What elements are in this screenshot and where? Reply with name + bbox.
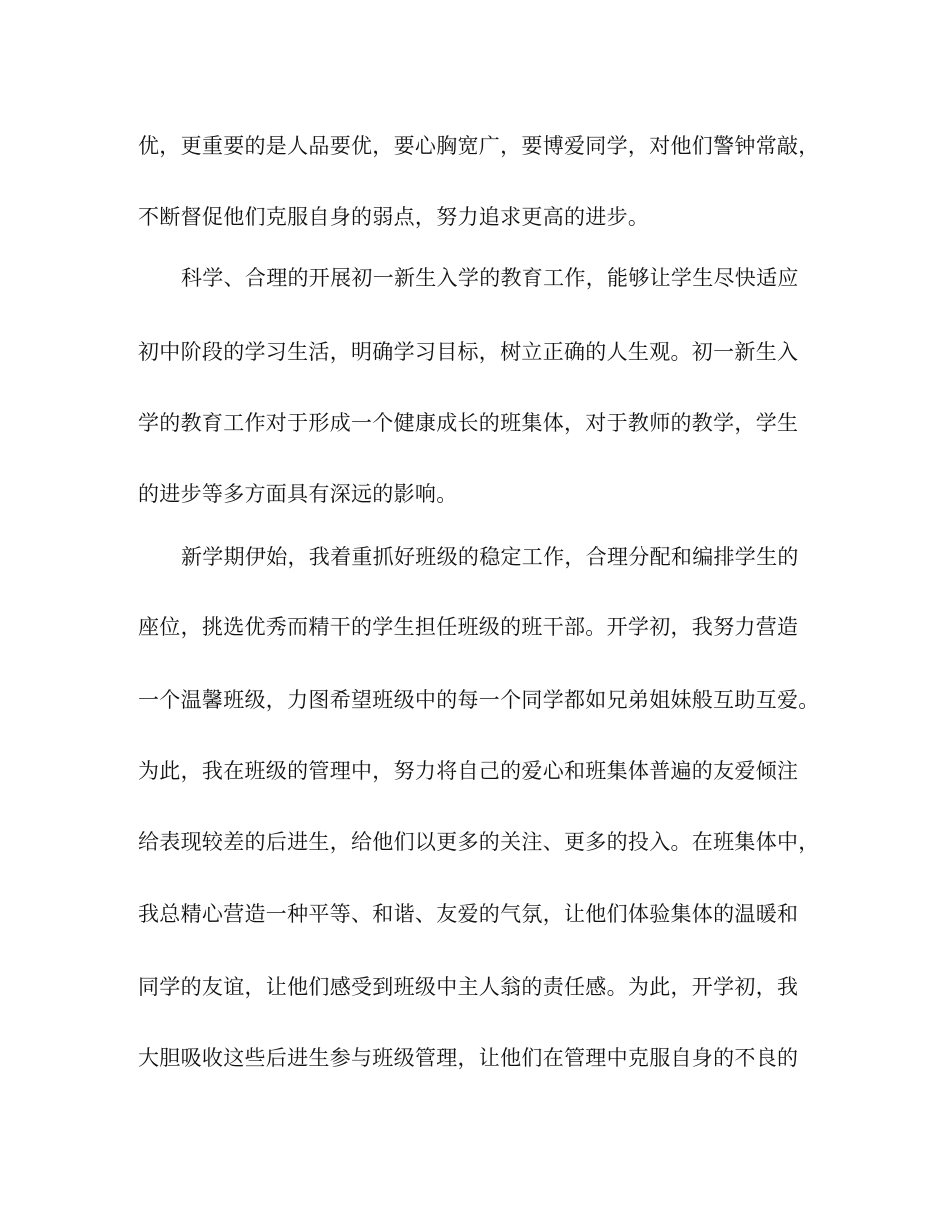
text-line: 学的教育工作对于形成一个健康成长的班集体，对于教师的教学，学生 xyxy=(138,411,799,435)
text-line: 大胆吸收这些后进生参与班级管理，让他们在管理中克服自身的不良的 xyxy=(138,1046,799,1070)
text-line: 我总精心营造一种平等、和谐、友爱的气氛，让他们体验集体的温暖和 xyxy=(138,902,799,926)
paragraph-first-line: 科学、合理的开展初一新生入学的教育工作，能够让学生尽快适应 xyxy=(181,266,799,290)
text-line: 同学的友谊，让他们感受到班级中主人翁的责任感。为此，开学初，我 xyxy=(138,975,799,999)
paragraph-first-line: 新学期伊始，我着重抓好班级的稳定工作，合理分配和编排学生的 xyxy=(181,545,799,569)
text-line: 座位，挑选优秀而精干的学生担任班级的班干部。开学初，我努力营造 xyxy=(138,615,799,639)
text-line: 初中阶段的学习生活，明确学习目标，树立正确的人生观。初一新生入 xyxy=(138,340,799,364)
text-line: 给表现较差的后进生，给他们以更多的关注、更多的投入。在班集体中， xyxy=(138,830,820,854)
text-line: 一个温馨班级，力图希望班级中的每一个同学都如兄弟姐妹般互助互爱。 xyxy=(138,688,820,712)
text-line: 不断督促他们克服自身的弱点，努力追求更高的进步。 xyxy=(138,205,650,229)
text-line: 优，更重要的是人品要优，要心胸宽广，要博爱同学，对他们警钟常敲， xyxy=(138,134,820,158)
text-line: 为此，我在班级的管理中，努力将自己的爱心和班集体普遍的友爱倾注 xyxy=(138,759,799,783)
text-line: 的进步等多方面具有深远的影响。 xyxy=(138,482,458,506)
